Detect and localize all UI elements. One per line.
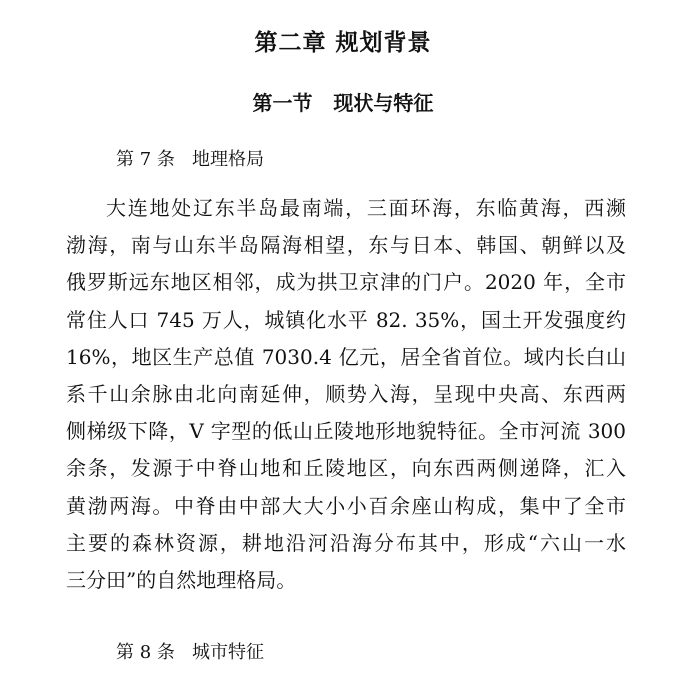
paragraph-line: 渤海，南与山东半岛隔海相望，东与日本、韩国、朝鲜以及 <box>66 233 626 258</box>
paragraph-line: 侧梯级下降，V 字型的低山丘陵地形地貌特征。全市河流 300 <box>66 419 626 444</box>
paragraph-line: 系千山余脉由北向南延伸，顺势入海，呈现中央高、东西两 <box>66 381 626 406</box>
paragraph-line: 三分田”的自然地理格局。 <box>66 567 297 592</box>
paragraph-line: 余条，发源于中脊山地和丘陵地区，向东西两侧递降，汇入 <box>66 456 626 481</box>
paragraph-line: 大连地处辽东半岛最南端，三面环海，东临黄海，西濒 <box>106 196 626 220</box>
paragraph-line: 16%，地区生产总值 7030.4 亿元，居全省首位。域内长白山 <box>66 344 626 369</box>
paragraph-line: 黄渤两海。中脊由中部大大小小百余座山构成，集中了全市 <box>66 493 626 518</box>
article-8-heading: 第 8 条 城市特征 <box>116 642 265 663</box>
section-title: 第一节 现状与特征 <box>252 91 434 115</box>
article-7-paragraph <box>66 190 626 599</box>
chapter-title: 第二章 规划背景 <box>254 29 432 56</box>
article-7-heading: 第 7 条 地理格局 <box>116 149 265 170</box>
paragraph-line: 主要的森林资源，耕地沿河沿海分布其中，形成“六山一水 <box>66 530 626 555</box>
paragraph-line: 俄罗斯远东地区相邻，成为拱卫京津的门户。2020 年，全市 <box>66 270 626 295</box>
paragraph-line: 常住人口 745 万人，城镇化水平 82. 35%，国土开发强度约 <box>66 307 626 332</box>
